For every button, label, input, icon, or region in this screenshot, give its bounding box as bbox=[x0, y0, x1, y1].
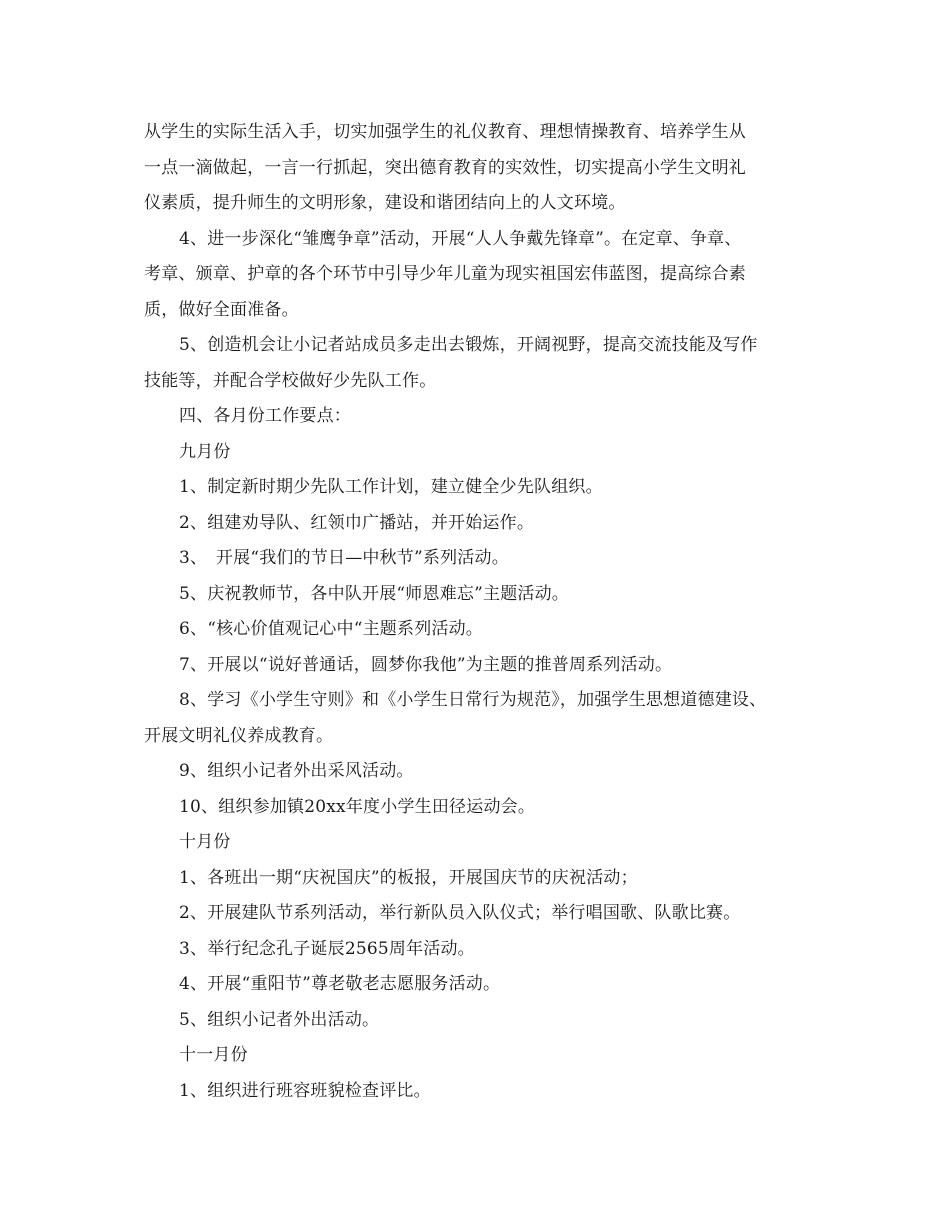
text-line: 质，做好全面准备。 bbox=[144, 299, 299, 320]
text-line: 十一月份 bbox=[179, 1045, 248, 1065]
text-line: 10、组织参加镇20xx年度小学生田径运动会。 bbox=[179, 796, 536, 817]
text-line: 8、学习《小学生守则》和《小学生日常行为规范》，加强学生思想道德建设、 bbox=[179, 690, 767, 710]
text-line: 6、“核心价值观记心中“主题系列活动。 bbox=[179, 619, 483, 639]
text-line: 3、 开展“我们的节日—中秋节”系列活动。 bbox=[179, 548, 509, 568]
text-line: 技能等，并配合学校做好少先队工作。 bbox=[144, 370, 437, 391]
text-line: 7、开展以“说好普通话，圆梦你我他”为主题的推普周系列活动。 bbox=[179, 654, 673, 675]
text-line: 5、组织小记者外出活动。 bbox=[179, 1009, 380, 1030]
text-line: 1、制定新时期少先队工作计划，建立健全少先队组织。 bbox=[179, 477, 603, 497]
document-body bbox=[144, 115, 824, 1109]
text-line: 5、创造机会让小记者站成员多走出去锻炼，开阔视野，提高交流技能及写作 bbox=[179, 335, 758, 355]
text-line: 仪素质，提升师生的文明形象，建设和谐团结向上的人文环境。 bbox=[144, 193, 626, 213]
text-line: 从学生的实际生活入手，切实加强学生的礼仪教育、理想情操教育、培养学生从 bbox=[144, 122, 746, 142]
text-line: 9、组织小记者外出采风活动。 bbox=[179, 761, 414, 781]
text-line: 2、组建劝导队、红领巾广播站，并开始运作。 bbox=[179, 512, 535, 533]
text-line: 5、庆祝教师节，各中队开展“师恩难忘”主题活动。 bbox=[179, 583, 569, 604]
text-line: 十月份 bbox=[179, 832, 231, 852]
text-line: 四、各月份工作要点： bbox=[179, 406, 351, 426]
text-line: 1、各班出一期“庆祝国庆”的板报，开展国庆节的庆祝活动； bbox=[179, 867, 638, 888]
text-line: 4、进一步深化“雏鹰争章”活动，开展“人人争戴先锋章”。在定章、争章、 bbox=[179, 228, 742, 249]
text-line: 2、开展建队节系列活动，举行新队员入队仪式；举行唱国歌、队歌比赛。 bbox=[179, 903, 741, 923]
text-line: 考章、颁章、护章的各个环节中引导少年儿童为现实祖国宏伟蓝图，提高综合素 bbox=[144, 264, 746, 284]
text-line: 3、举行纪念孔子诞辰2565周年活动。 bbox=[179, 938, 475, 959]
text-line: 一点一滴做起，一言一行抓起，突出德育教育的实效性，切实提高小学生文明礼 bbox=[144, 157, 746, 178]
text-line: 九月份 bbox=[179, 441, 231, 462]
text-line: 1、组织进行班容班貌检查评比。 bbox=[179, 1080, 431, 1101]
text-line: 开展文明礼仪养成教育。 bbox=[144, 725, 334, 746]
text-line: 4、开展“重阳节”尊老敬老志愿服务活动。 bbox=[179, 974, 501, 994]
